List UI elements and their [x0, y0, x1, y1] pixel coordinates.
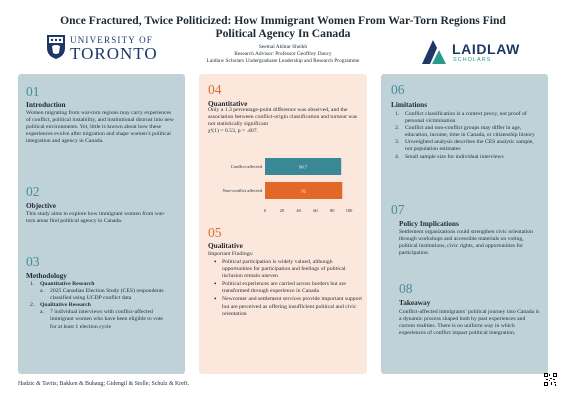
list-text: Conflict classification is a context proxy, not proof of personal victimisation — [405, 111, 527, 125]
takeaway-body: Conflict-affected immigrants’ political journey into Canada is a dynamic process shaped both by past experiences and current realities. There is no uniform way in which experiences of conflict impact political integration. — [399, 309, 540, 337]
sub-item — [40, 288, 170, 302]
list-label: Quantitative Research — [40, 281, 95, 287]
chart-tick-label: 80 — [330, 208, 335, 213]
uoft-logo-line1: UNIVERSITY OF — [70, 35, 154, 45]
chart-tick-label: 100 — [345, 208, 353, 213]
list-number: 2. — [395, 125, 400, 132]
laidlaw-mark-icon — [418, 38, 448, 66]
section-number: 08 — [399, 281, 413, 296]
qualitative-heading: Qualitative — [208, 241, 243, 250]
uoft-logo — [46, 34, 176, 64]
chart-tick-label: 60 — [313, 208, 318, 213]
list-number: 3. — [395, 139, 400, 146]
list-number: 1. — [30, 281, 35, 287]
poster-title: Once Fractured, Twice Politicized: How Immigrant Women From War-Torn Regions Find Political Agency In Canada — [60, 14, 506, 40]
right-panel — [381, 74, 548, 374]
left-panel — [18, 74, 185, 374]
quantitative-text: Only a 1.3 percentage-point difference was observed, and the association between conflict-origin classification and turnout was not statistically significant — [208, 107, 358, 128]
introduction-heading: Introduction — [26, 100, 66, 109]
list-item — [395, 154, 541, 161]
introduction-body: Women migrating from war-torn regions may carry experiences of conflict, political instability, and institutional distrust into new political environments. Yet, little is known about how these experiences evolve after migration and shape women’s political integration and agency in Canada. — [26, 110, 174, 145]
chart-data-label: 90.7 — [299, 164, 308, 170]
chart-tick-label: 0 — [263, 208, 267, 213]
section-number: 01 — [26, 84, 40, 99]
turnout-bar-chart — [199, 156, 367, 220]
chart-tick-label: 20 — [279, 208, 284, 213]
list-number: 2. — [30, 302, 35, 309]
section-number: 03 — [26, 254, 40, 269]
laidlaw-logo-line2: SCHOLARS — [453, 57, 492, 63]
sub-number: a. — [40, 309, 44, 316]
list-item: • Newcomer and settlement services provide important support but are perceived as offering insufficient political and civic orientation — [212, 296, 362, 317]
list-item — [30, 302, 170, 330]
sub-number: a. — [40, 288, 44, 295]
section-number: 04 — [208, 82, 222, 97]
limitations-heading: Limitations — [391, 100, 428, 109]
methodology-heading: Methodology — [26, 271, 67, 280]
sub-item — [40, 309, 170, 330]
policy-body: Settlement organizations could strengthen civic orientation through workshops and accessible materials on voting, political institutions, civic rights, and opportunities for participation. — [399, 229, 533, 257]
chart-tick-label: 40 — [296, 208, 301, 213]
qr-code-icon[interactable] — [544, 373, 557, 386]
chart-data-label: 92 — [301, 188, 306, 194]
list-text: Unweighted analysis describes the CES analytic sample, not population estimates — [405, 139, 534, 153]
list-item: • Political participation is widely valued, although opportunities for participation and feelings of political inclusion remain uneven — [212, 259, 362, 280]
list-item — [395, 111, 541, 125]
objective-body: This study aims to explore how immigrant women from war-torn areas find political agency in Canada. — [26, 211, 166, 225]
objective-heading: Objective — [26, 201, 56, 210]
sub-text: 7 individual interviews with conflict-affected immigrant women who have been eligible to vote for at least 1 election cycle — [50, 309, 163, 330]
laidlaw-logo-line1: LAIDLAW — [452, 41, 520, 57]
methodology-list — [30, 281, 170, 331]
sub-text: 2025 Canadian Election Study (CES) respondents classified using UCDP conflict data — [50, 288, 164, 302]
qualitative-intro: Important Findings: — [208, 251, 254, 257]
section-number: 07 — [391, 202, 405, 217]
list-item — [395, 139, 541, 153]
references: Hadzic & Tavits; Bakken & Buhaug; Gidengil & Stolle; Schulz & Kreft. — [18, 381, 189, 387]
author-name: Seemal Akhtar Sheikh — [258, 44, 308, 50]
list-item — [395, 125, 541, 139]
list-number: 1. — [395, 111, 400, 117]
list-text: Small sample size for individual interviews — [405, 153, 504, 160]
section-number: 02 — [26, 184, 40, 199]
chart-category-label: Non-conflict affected — [222, 188, 262, 194]
programme-name: Laidlaw Scholars Undergraduate Leadership and Research Programme — [206, 58, 360, 65]
chart-category-label: Conflict-affected — [230, 164, 262, 170]
limitations-list — [395, 111, 541, 161]
section-number: 06 — [391, 82, 405, 97]
list-item: • Political experiences are carried across borders but are transformed through experience in Canada — [212, 281, 362, 295]
research-advisor: Research Advisor: Professor Geoffrey Dancy — [234, 51, 332, 58]
takeaway-heading: Takeaway — [399, 298, 431, 307]
quantitative-body — [208, 107, 360, 135]
list-item — [30, 281, 170, 302]
author-block — [180, 44, 386, 66]
quantitative-heading: Quantitative — [208, 99, 248, 108]
list-number: 4. — [395, 153, 400, 160]
section-number: 05 — [208, 225, 222, 240]
findings-list — [212, 259, 362, 319]
list-label: Qualitative Research — [40, 302, 91, 309]
list-text: Conflict and non-conflict groups may differ in age, education, income, time in Canada, or citizenship history — [405, 125, 535, 139]
policy-heading: Policy Implications — [399, 219, 459, 228]
chi-square-stat: χ²(1) = 0.53, p = .467. — [208, 128, 258, 135]
middle-panel — [199, 74, 367, 374]
uoft-logo-line2: TORONTO — [70, 44, 158, 63]
laidlaw-logo — [418, 38, 538, 68]
crest-icon — [46, 34, 66, 60]
